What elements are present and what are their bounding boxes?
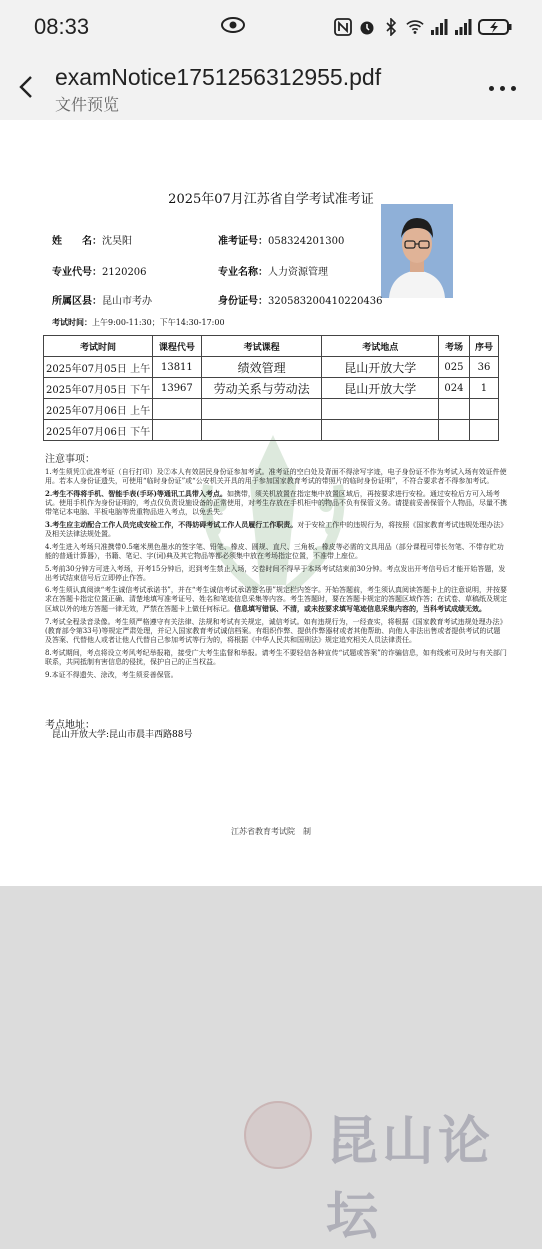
signal-icon-2 — [454, 18, 472, 36]
id-label: 身份证号： — [218, 296, 268, 307]
table-cell: 024 — [439, 378, 470, 399]
major-name-row — [218, 263, 328, 278]
table-cell: 劳动关系与劳动法 — [201, 378, 322, 399]
ticket-label: 准考证号： — [218, 236, 268, 247]
table-row — [44, 399, 499, 420]
major-code-label: 专业代号： — [52, 267, 102, 278]
table-cell — [322, 399, 439, 420]
table-cell — [469, 420, 498, 441]
file-title: examNotice1751256312955.pdf — [55, 64, 382, 90]
issuer-footer: 江苏省教育考试院 制 — [231, 827, 311, 836]
forum-logo-icon — [244, 1101, 312, 1169]
document-title: 2025年07月江苏省自学考试准考证 — [168, 192, 374, 207]
col-header: 考场 — [439, 336, 470, 357]
status-time: 08:33 — [34, 14, 90, 39]
district-row — [52, 292, 152, 307]
table-cell: 13967 — [153, 378, 202, 399]
name-label: 姓 名： — [52, 236, 102, 247]
battery-icon — [478, 18, 512, 36]
table-cell: 025 — [439, 357, 470, 378]
nfc-icon — [334, 18, 352, 36]
note-item: 7.考试全程录音录像。考生须严格遵守有关法律、法规和考试有关规定，诚信考试。如有违规行为，一经查实，将根据《国家教育考试违规处理办法》(教育部令第33号)等规定严肃处理，并记入国家教育考试诚信档案。有组织作弊、提供作弊器材或者其他帮助、向他人非法出售或者提供考试的试题及答案、代替他人或者让他人代替自己参加考试等行为的，将根据《中华人民共和国刑法》规定追究相关人员法律责任。 — [45, 618, 507, 644]
note-item: 3.考生应主动配合工作人员完成安检工作，不得妨碍考试工作人员履行工作职责。对于安检工作中的违规行为，将按照《国家教育考试违规处理办法》及相关法律法规处置。 — [45, 520, 504, 538]
table-cell: 13811 — [153, 357, 202, 378]
note-item: 8.考试期间，考点将设立考风考纪举报箱，接受广大考生监督和举报。请考生不要轻信各种宣传“试题或答案”的诈骗信息，如有线索可及时与有关部门联系，共同抵制有害信息的侵扰，保护自己的正当权益。 — [45, 649, 507, 666]
table-cell: 1 — [469, 378, 498, 399]
table-cell: 2025年07月06日 上午 — [44, 399, 153, 420]
table-cell: 2025年07月06日 下午 — [44, 420, 153, 441]
exam-time-row — [52, 317, 225, 328]
wifi-icon — [406, 18, 424, 36]
id-value: 320583200410220436 — [268, 296, 383, 307]
note-item: 4.考生进入考场只准携带0.5毫米黑色墨水的签字笔、铅笔、橡皮、圆规、直尺、三角板、橡皮等必需的文具用品（部分课程可带长勿笔、不带存贮功能的普通计算器），书籍、笔记、字(词)典及其它物品等都必须集中放在考场指定位置，不准带上座位。 — [45, 543, 504, 560]
more-icon[interactable] — [489, 86, 516, 91]
forum-brand-watermark — [244, 1095, 534, 1247]
notes-section — [45, 450, 507, 683]
table-cell — [201, 420, 322, 441]
col-header: 课程代号 — [153, 336, 202, 357]
table-row — [44, 357, 499, 378]
candidate-photo — [381, 204, 453, 298]
note-item: 6.考生须认真阅读“考生诚信考试承诺书”，并在“考生诚信考试承诺签名册”规定栏内签字。开始答题前，考生须认真阅读答题卡上的注意说明，并按要求在答题卡指定位置正确、清楚地填写准考证号、姓名和笔迹信息采集等内容。考生答题时，要在答题卡规定的答题区域作答；在试卷、草稿纸及规定区域以外的地方答题一律无效，严禁在答题卡上做任何标记。信息填写错误、不清，或未按要求填写笔迹信息采集内容的，当科考试成绩无效。 — [45, 586, 507, 613]
address-value: 昆山开放大学:昆山市晨丰西路88号 — [52, 730, 193, 740]
exam-table — [43, 335, 499, 441]
major-name-label: 专业名称： — [218, 267, 268, 278]
table-cell — [439, 420, 470, 441]
forum-brand-text: 昆山论坛 — [326, 1112, 495, 1247]
note-item: 9.本证不得遗失、涂改，考生须妥善保管。 — [45, 671, 178, 679]
district-value: 昆山市考办 — [102, 296, 152, 307]
id-row — [218, 292, 383, 307]
table-cell: 昆山开放大学 — [322, 357, 439, 378]
col-header: 考试课程 — [201, 336, 322, 357]
ticket-value: 058324201300 — [268, 236, 345, 247]
exam-time-label: 考试时间： — [52, 317, 92, 327]
col-header: 考试地点 — [322, 336, 439, 357]
table-cell: 36 — [469, 357, 498, 378]
note-item: 2.考生不得将手机、智能手表(手环)等通讯工具带入考点。如携带，须关机放置在指定集中放置区域后，再按要求进行安检。通过安检后方可入场考试。使用手机作为身份证明的，考点仅负责设施设备的正常使用，对考生存放在手机柜中的物品不负有保管义务。请提前妥善保管个人物品，尽量不携带笔记本电脑、平板电脑等贵重物品进入考点，以免丢失。 — [45, 489, 507, 516]
col-header: 序号 — [469, 336, 498, 357]
pdf-page — [0, 120, 542, 886]
eye-icon — [221, 17, 245, 33]
major-code-value: 2120206 — [102, 267, 147, 278]
table-row — [44, 420, 499, 441]
ticket-row — [218, 232, 344, 247]
status-bar — [0, 0, 542, 56]
exam-time-value: 上午9:00-11:30；下午14:30-17:00 — [92, 318, 225, 327]
table-cell — [153, 399, 202, 420]
notes-heading: 注意事项： — [45, 454, 95, 465]
table-header-row — [44, 336, 499, 357]
file-subtitle: 文件预览 — [55, 95, 120, 114]
table-cell — [153, 420, 202, 441]
major-name-value: 人力资源管理 — [268, 267, 328, 278]
district-label: 所属区县： — [52, 296, 102, 307]
back-arrow-icon[interactable] — [14, 74, 40, 100]
app-bar — [0, 56, 542, 120]
signal-icon — [430, 18, 448, 36]
name-row — [52, 232, 132, 247]
major-code-row — [52, 263, 147, 278]
table-cell: 2025年07月05日 上午 — [44, 357, 153, 378]
table-cell — [439, 399, 470, 420]
status-icons — [334, 16, 512, 38]
table-cell: 2025年07月05日 下午 — [44, 378, 153, 399]
alarm-icon — [358, 18, 376, 36]
address-label: 考点地址： — [45, 720, 95, 731]
table-cell — [201, 399, 322, 420]
note-item: 5.考前30分钟方可进入考场，开考15分钟后，迟到考生禁止入场，交卷时间不得早于本场考试结束前30分钟。考点发出开考信号后才能开始答题，发出考试结束信号后立即停止作答。 — [45, 565, 506, 582]
table-cell — [322, 420, 439, 441]
bluetooth-icon — [382, 18, 400, 36]
table-cell: 绩效管理 — [201, 357, 322, 378]
table-row — [44, 378, 499, 399]
note-item: 1.考生须凭①此准考证（自行打印）及②本人有效居民身份证参加考试。准考证的空白处及背面不得涂写字迹，电子身份证不作为考试入场有效证件使用。若本人身份证遗失，可使用“临时身份证”或“公安机关开具的用于参加国家教育考试的带照片的临时身份证明”，不符合要求者不得参加考试。 — [45, 468, 507, 485]
col-header: 考试时间 — [44, 336, 153, 357]
name-value: 沈昊阳 — [102, 236, 132, 247]
table-cell — [469, 399, 498, 420]
table-cell: 昆山开放大学 — [322, 378, 439, 399]
